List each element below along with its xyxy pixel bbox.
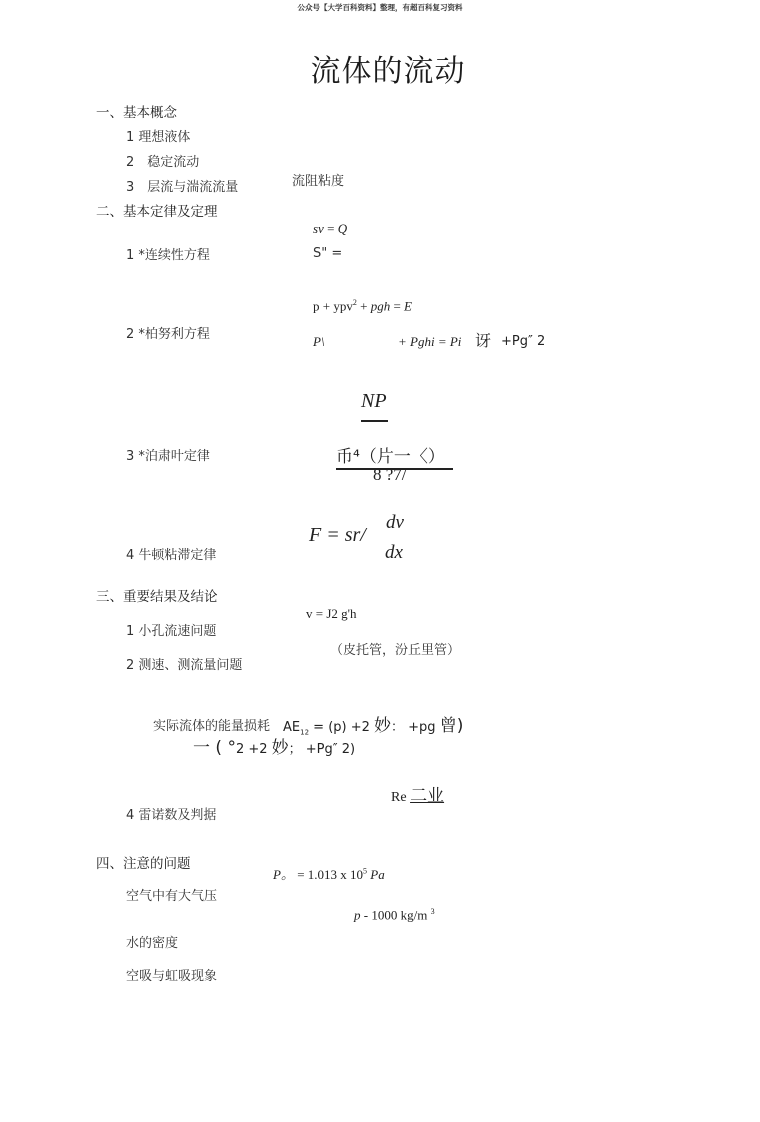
list-item: 1 小孔流速问题	[126, 624, 217, 639]
bernoulli-formula-1: p + ypv$^2$ + pgh = E	[313, 298, 412, 314]
list-item: 4 雷诺数及判据	[126, 808, 217, 823]
continuity-formula: sv = Q	[313, 221, 348, 236]
continuity-formula-2: S" =	[313, 246, 343, 261]
list-item: 1 理想液体	[126, 130, 191, 145]
poiseuille-denominator: 8 ?7/	[373, 465, 407, 484]
section-heading-4: 四、注意的问题	[96, 856, 191, 872]
list-item: 水的密度	[126, 936, 179, 951]
header-note: 公众号【大学百科资料】整理，有超百科复习资料	[297, 3, 463, 12]
list-item: 空吸与虹吸现象	[126, 969, 218, 984]
poiseuille-numerator: NP	[361, 390, 387, 412]
page-title: 流体的流动	[310, 54, 466, 89]
atm-pressure-formula: P。 = 1.013 x $10^5$ Pa	[273, 866, 385, 882]
list-item: 3 层流与湍流流量	[126, 180, 239, 195]
bernoulli-formula-2a: P\	[313, 334, 325, 349]
list-item: 1 *连续性方程	[126, 248, 210, 263]
newton-dv: dv	[386, 512, 404, 533]
water-density-formula: p - 1000 kg/m $^3$	[354, 907, 435, 923]
section-heading-2: 二、基本定律及定理	[96, 204, 218, 220]
energy-loss-formula-1: $AE_{12} = (p) +2$ 妙： +pg 曾)	[283, 716, 464, 737]
side-note: 流阻粘度	[292, 174, 345, 189]
poiseuille-formula: 币⁴（片一〈）	[336, 447, 445, 467]
list-item: 2 测速、测流量问题	[126, 658, 243, 673]
list-item: 2 *柏努利方程	[126, 327, 210, 342]
pitot-note: （皮托管，汾丘里管）	[330, 643, 461, 658]
list-item: 空气中有大气压	[126, 889, 218, 904]
bernoulli-formula-2d: +Pg″ 2	[501, 334, 546, 349]
reynolds-formula: Re 二业	[391, 786, 445, 806]
section-heading-3: 三、重要结果及结论	[96, 589, 218, 605]
newton-formula: F = sr/	[309, 524, 366, 546]
bernoulli-formula-2b: + Pghi = Pi	[398, 334, 462, 349]
energy-loss-label: 实际流体的能量损耗	[153, 719, 271, 734]
list-item: 3 *泊肃叶定律	[126, 449, 210, 464]
fraction-line	[361, 420, 388, 422]
energy-loss-formula-2: 一 ( °2 +2 妙； +Pg″ 2)	[193, 738, 356, 758]
list-item: 4 牛顿粘滞定律	[126, 548, 217, 563]
list-item: 2 稳定流动	[126, 155, 200, 170]
newton-dx: dx	[385, 542, 403, 563]
orifice-formula: v = J2 g'h	[306, 606, 357, 621]
section-heading-1: 一、基本概念	[96, 105, 177, 121]
bernoulli-formula-2c: 讶	[475, 331, 492, 350]
